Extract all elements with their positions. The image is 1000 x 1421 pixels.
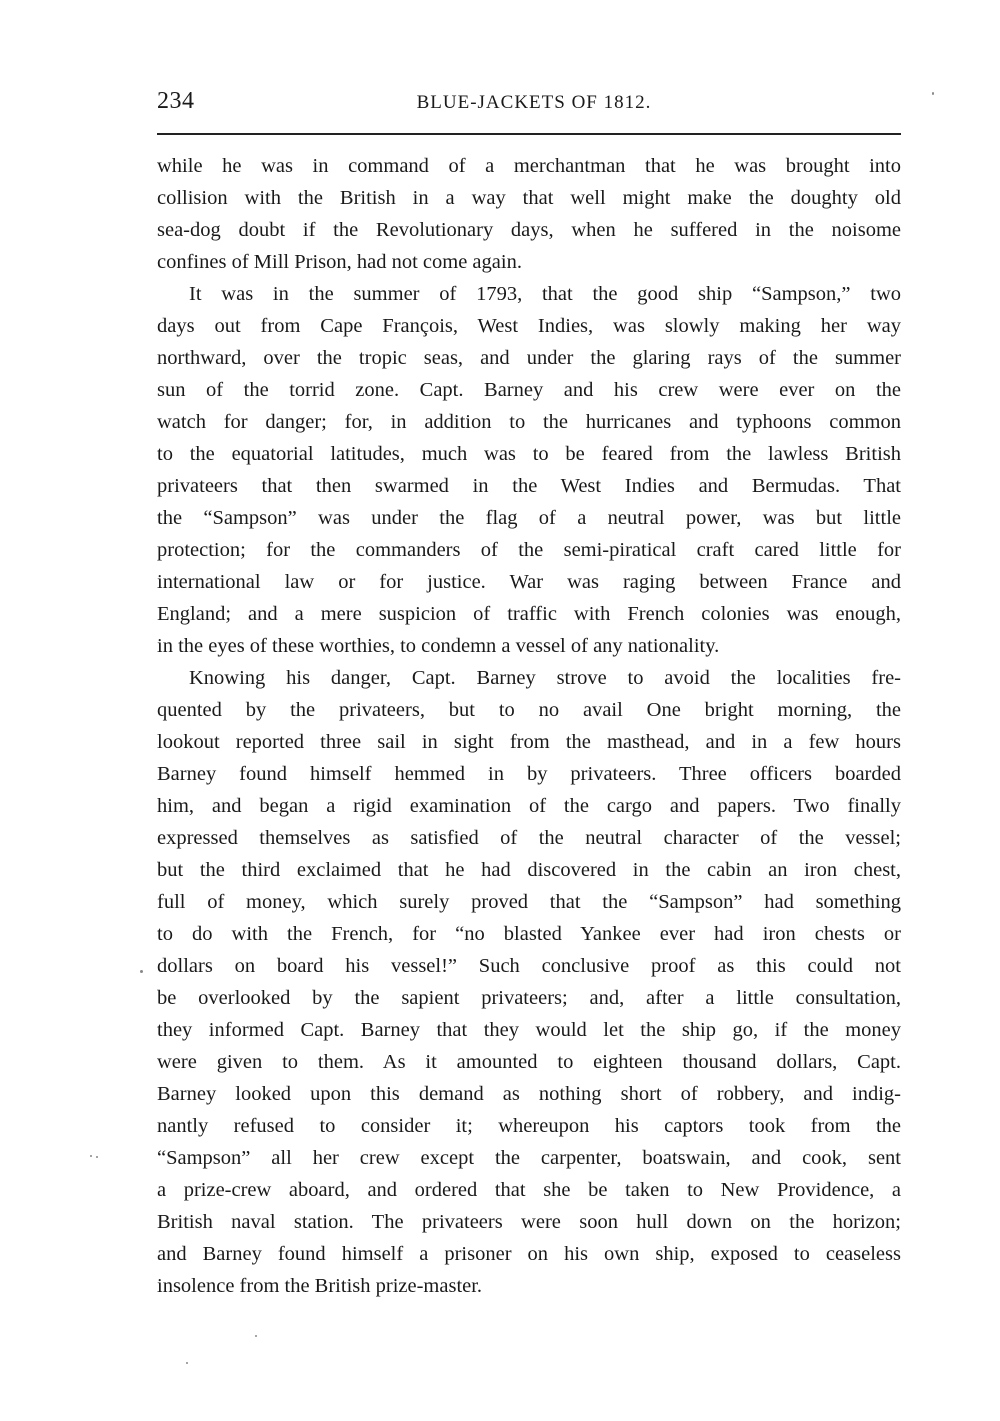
text-line: Knowing his danger, Capt. Barney strove to avoid the localities fre- xyxy=(189,667,901,689)
text-line: and Barney found himself a prisoner on his own ship, exposed to ceaseless xyxy=(157,1243,901,1265)
paragraph-3 xyxy=(157,662,901,1302)
text-line: England; and a mere suspicion of traffic with French colonies was enough, xyxy=(157,603,901,625)
scan-speck xyxy=(255,1335,257,1337)
text-line: sea-dog doubt if the Revolutionary days, when he suffered in the noisome xyxy=(157,219,901,241)
scan-speck xyxy=(96,1156,98,1158)
text-line: sun of the torrid zone. Capt. Barney and his crew were ever on the xyxy=(157,379,901,401)
text-line: while he was in command of a merchantman that he was brought into xyxy=(157,155,901,177)
paragraph-1 xyxy=(157,150,901,278)
text-line: nantly refused to consider it; whereupon his captors took from the xyxy=(157,1115,901,1137)
text-line: lookout reported three sail in sight from the masthead, and in a few hours xyxy=(157,731,901,753)
text-line: they informed Capt. Barney that they would let the ship go, if the money xyxy=(157,1019,901,1041)
text-line: international law or for justice. War was raging between France and xyxy=(157,571,901,593)
text-line: to the equatorial latitudes, much was to be feared from the lawless British xyxy=(157,443,901,465)
text-line: expressed themselves as satisfied of the neutral character of the vessel; xyxy=(157,827,901,849)
text-line: British naval station. The privateers were soon hull down on the horizon; xyxy=(157,1211,901,1233)
scan-speck xyxy=(140,970,143,973)
text-line: insolence from the British prize-master. xyxy=(157,1275,483,1297)
text-line: days out from Cape François, West Indies, was slowly making her way xyxy=(157,315,901,337)
text-line: but the third exclaimed that he had discovered in the cabin an iron chest, xyxy=(157,859,901,881)
text-line: to do with the French, for “no blasted Yankee ever had iron chests or xyxy=(157,923,901,945)
text-line: privateers that then swarmed in the West Indies and Bermudas. That xyxy=(157,475,901,497)
header-rule xyxy=(157,133,901,135)
text-line: collision with the British in a way that well might make the doughty old xyxy=(157,187,901,209)
text-line: the “Sampson” was under the flag of a neutral power, was but little xyxy=(157,507,901,529)
text-line: watch for danger; for, in addition to the hurricanes and typhoons common xyxy=(157,411,901,433)
text-line: dollars on board his vessel!” Such conclusive proof as this could not xyxy=(157,955,901,977)
text-line: Barney found himself hemmed in by privateers. Three officers boarded xyxy=(157,763,901,785)
text-line: “Sampson” all her crew except the carpenter, boatswain, and cook, sent xyxy=(157,1147,901,1169)
text-line: him, and began a rigid examination of the cargo and papers. Two finally xyxy=(157,795,901,817)
text-line: a prize-crew aboard, and ordered that she be taken to New Providence, a xyxy=(157,1179,901,1201)
paragraph-2 xyxy=(157,278,901,662)
text-line: Barney looked upon this demand as nothing short of robbery, and indig- xyxy=(157,1083,901,1105)
page-number: 234 xyxy=(157,88,195,114)
scan-speck xyxy=(932,92,934,95)
running-head xyxy=(157,88,901,124)
text-line: confines of Mill Prison, had not come again. xyxy=(157,251,522,273)
body-text xyxy=(157,150,901,1302)
text-line: quented by the privateers, but to no avail One bright morning, the xyxy=(157,699,901,721)
text-line: were given to them. As it amounted to eighteen thousand dollars, Capt. xyxy=(157,1051,901,1073)
text-line: It was in the summer of 1793, that the good ship “Sampson,” two xyxy=(189,283,901,305)
text-line: in the eyes of these worthies, to condemn a vessel of any nationality. xyxy=(157,635,720,657)
text-line: full of money, which surely proved that the “Sampson” had something xyxy=(157,891,901,913)
scan-speck xyxy=(186,1362,188,1364)
running-title: BLUE-JACKETS OF 1812. xyxy=(416,92,652,113)
scan-speck xyxy=(90,1155,92,1157)
text-line: be overlooked by the sapient privateers; and, after a little consultation, xyxy=(157,987,901,1009)
text-line: protection; for the commanders of the semi-piratical craft cared little for xyxy=(157,539,901,561)
text-line: northward, over the tropic seas, and under the glaring rays of the summer xyxy=(157,347,901,369)
